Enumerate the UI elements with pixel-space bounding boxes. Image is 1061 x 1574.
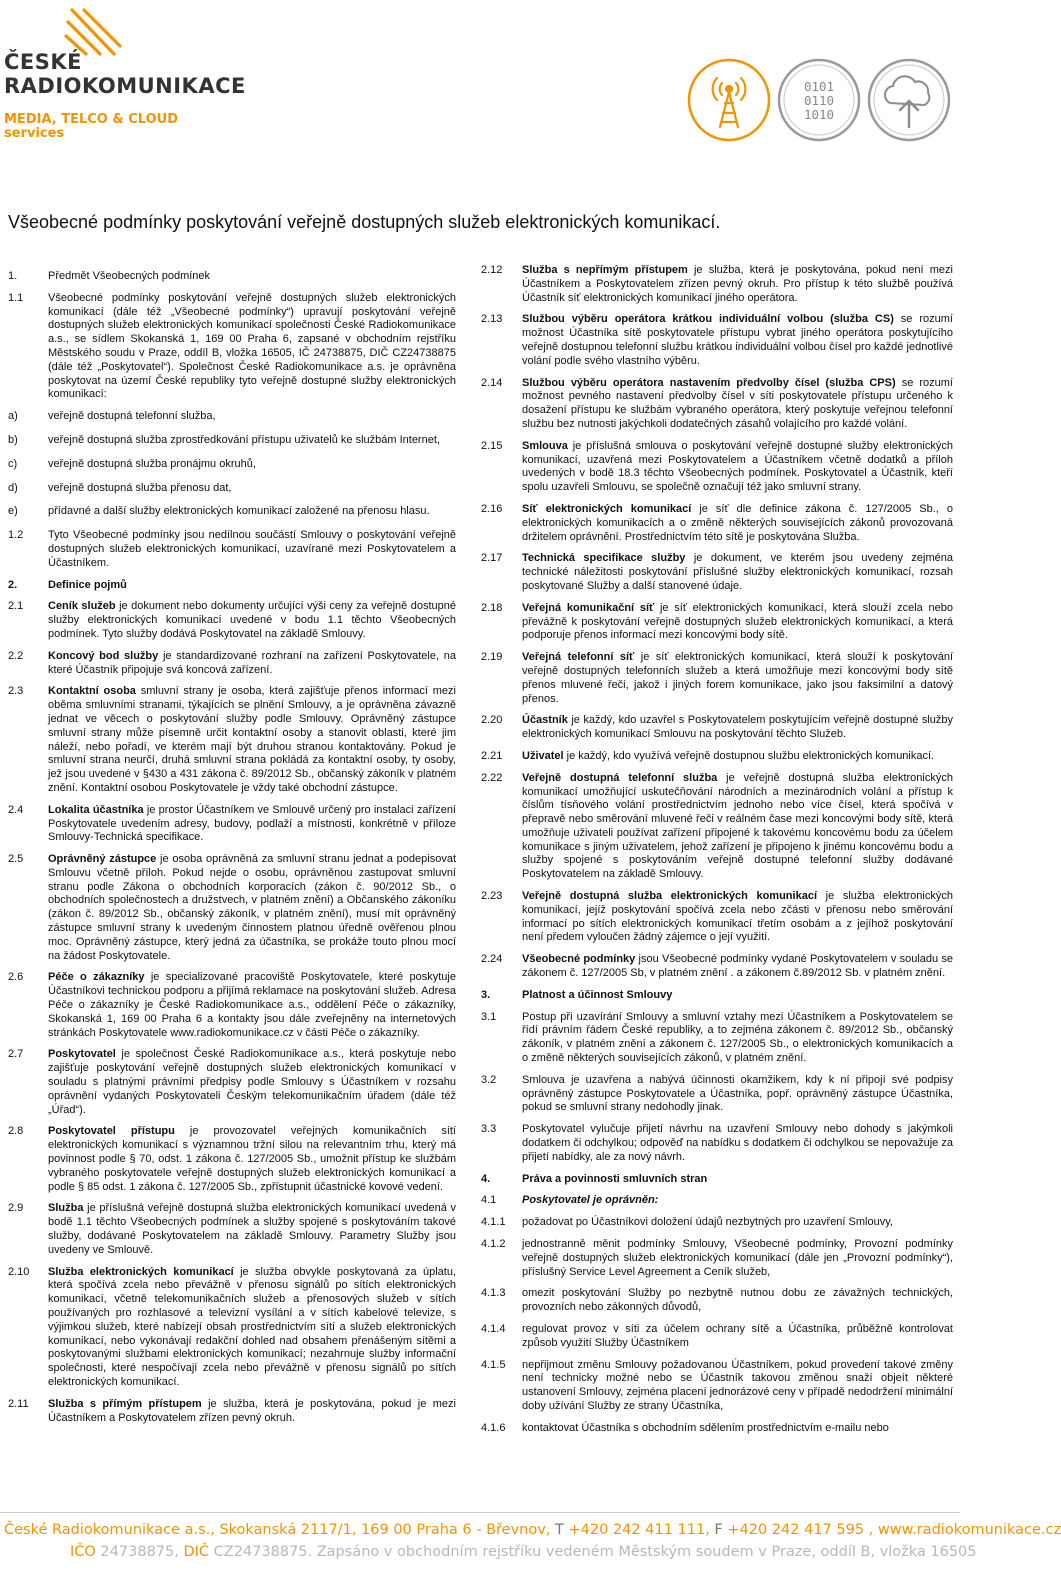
clause-3-1 [481, 1011, 953, 1066]
clause-3-3 [481, 1123, 953, 1164]
clause-number: 2.19 [481, 651, 503, 664]
clause-3-2 [481, 1074, 953, 1115]
section-number: 1. [8, 270, 18, 282]
clause-2-8 [8, 1125, 456, 1194]
list-marker: d) [8, 481, 18, 494]
section-number: 3. [481, 988, 491, 1001]
clause-text: je specializované pracoviště Poskytovatele, které poskytuje Účastníkovi technickou podporu a přijímá reklamace na poskytování služeb. Adresa Péče o zákazníky je České Radiokomunikace a.s., oddělení Péče o zákazníky, Skokanská 1, 169 00 Praha 6 a kontakty jsou dále zveřejněny na internetových stránkách Poskytovatele www.radiokomunikace.cz v části Péče o zákazníky. [48, 971, 456, 1039]
company-logo [4, 8, 246, 141]
clause-number: 4.1.4 [481, 1323, 506, 1335]
clause-number: 2.21 [481, 749, 503, 762]
footer-phone-label: T [555, 1522, 564, 1538]
footer-website-link[interactable]: www.radiokomunikace.cz [877, 1522, 1061, 1538]
clause-2-10 [8, 1266, 456, 1390]
defined-term: Uživatel [522, 749, 564, 762]
clause-number: 2.1 [8, 600, 24, 613]
list-text: veřejně dostupná služba přenosu dat, [48, 481, 232, 494]
defined-term: Poskytovatel přístupu [48, 1125, 175, 1138]
footer-fax-label: F [714, 1522, 723, 1538]
list-text: veřejně dostupná telefonní služba, [48, 410, 216, 423]
clause-number: 4.1.1 [481, 1216, 506, 1229]
clause-text: Poskytovatel vylučuje přijetí návrhu na uzavření Smlouvy nebo dohody s jakýmkoli dodatkem či odchylkou; odpověď na nabídku s dodatkem či odchylkou se nepovažuje za přijetí nabídky, ale za nový návrh. [522, 1123, 953, 1163]
clause-number: 4.1.5 [481, 1358, 506, 1371]
clause-number: 1.2 [8, 529, 24, 542]
clause-text: Postup při uzavírání Smlouvy a smluvní vztahy mezi Účastníkem a Poskytovatelem se řídí právním řádem České republiky, a to zejména zákonem č. 89/2012 Sb., občanský zákoník, v platném znění a zákonem č. 127/2005 Sb., o elektronických komunikacích a o změně některých souvisejících zákonů, v platném znění. [522, 1010, 953, 1065]
clause-2-9 [8, 1202, 456, 1257]
clause-1-1 [8, 292, 456, 402]
clause-number: 2.12 [481, 264, 503, 276]
clause-number: 3.3 [481, 1123, 497, 1136]
section-title: Definice pojmů [48, 578, 127, 591]
clause-4-1-2 [481, 1238, 953, 1279]
clause-number: 2.24 [481, 953, 503, 966]
clause-2-16 [481, 503, 953, 544]
clause-1-2 [8, 529, 456, 570]
defined-term: Oprávněný zástupce [48, 853, 157, 866]
defined-term: Službou výběru operátora nastavením předvolby čísel (služba CPS) [522, 376, 896, 389]
defined-term: Technická specifikace služby [522, 552, 686, 565]
clause-2-3 [8, 685, 456, 795]
clause-number: 4.1.6 [481, 1421, 506, 1434]
clause-2-21 [481, 750, 953, 764]
defined-term: Služba [48, 1202, 84, 1215]
clause-number: 3.1 [481, 1010, 497, 1023]
footer-phone: +420 242 411 111, [563, 1522, 715, 1538]
binary-line1: 0101 [803, 79, 835, 94]
clause-text: Smlouva je uzavřena a nabývá účinnosti okamžikem, kdy k ní připojí své podpisy oprávněný zástupce Poskytovatele a Účastníka, popř. oprávněný zástupce Účastníka, pokud se smluvní strany nedohodly jinak. [522, 1073, 953, 1114]
defined-term: Koncový bod služby [48, 649, 159, 662]
clause-number: 1.1 [8, 291, 24, 304]
clause-text: je veřejně dostupná služba elektronických komunikací umožňující uskutečňování národních a mezinárodních volání a přístup k číslům tísňového volání prostřednictvím jednoho nebo více čísel, která spočívá v přepravě nebo směrování mluvené řeči v reálném čase mezi koncovými body sítě, která umožňuje uživateli používat zařízení připojené k takovému koncovému bodu za účelem komunikace s jiným uživatelem, jehož zařízení je připojeno k jinému koncovému bodu a služby spojené s poskytováním veřejně dostupné telefonní služby dodávané Poskytovatelem na základě Smlouvy. [522, 771, 953, 881]
clause-2-6 [8, 971, 456, 1040]
logo-line2: RADIOKOMUNIKACE [4, 74, 246, 98]
clause-number: 3.2 [481, 1073, 497, 1086]
footer-dic-label: DIČ [183, 1544, 210, 1560]
footer-registry-line [70, 1546, 977, 1560]
clause-text: je služba elektronických komunikací, jejíž poskytování spočívá zcela nebo zčásti v přenosu nebo směrování informací po sítích elektronických komunikací třetím osobám a z jejíhož poskytování není předem vyloučen žádný zájemce o její využití. [522, 890, 953, 944]
clause-text: je společnost České Radiokomunikace a.s., která poskytuje nebo zajišťuje poskytování veřejně dostupných služeb elektronických komunikací v souladu s platnými právními předpisy podle Smlouvy s Účastníkem v rozsahu oprávnění vydaných Poskytovateli Českým telekomunikačním úřadem (dále též „Úřad“). [48, 1048, 456, 1116]
cloud-upload-icon [866, 57, 952, 143]
document-title: Všeobecné podmínky poskytování veřejně dostupných služeb elektronických komunikací. [8, 212, 721, 232]
clause-2-24 [481, 953, 953, 981]
defined-term: Službou výběru operátora krátkou individuální volbou (služba CS) [522, 313, 894, 326]
footer-fax: +420 242 417 595 , [722, 1522, 878, 1538]
clause-number: 2.4 [8, 803, 24, 816]
clause-2-4 [8, 804, 456, 845]
clause-number: 2.11 [8, 1397, 29, 1410]
defined-term: Veřejná telefonní síť [522, 651, 635, 664]
clause-number: 2.22 [481, 771, 503, 784]
footer-company: České Radiokomunikace a.s., Skokanská 2117/1, 169 00 Praha 6 - Břevnov, [4, 1522, 556, 1538]
clause-text: smluvní strany je osoba, která zajišťuje přenos informací mezi oběma smluvními stranami, týkajících se plnění Smlouvy, a je oprávněna závazně jednat ve věcech o poskytování služby podle Smlouvy. Oprávněný zástupce smluvní strany může písemně určit kontaktní osoby a stanovit oblasti, které jim náleží, nebo pořadí, ve kterém mají být druhou stranou kontaktovány. Pokud je smluvní strana neurčí, druhá smluvní strana pokládá za kontaktní osoby, ty osoby, jež jsou uvedené v §430 a 431 zákona č. 89/2012 Sb., občanský zákoník v platném znění. Kontaktní osobou Poskytovatele je vždy také obchodní zástupce. [48, 685, 456, 794]
clause-number: 2.10 [8, 1265, 30, 1278]
clause-2-17 [481, 552, 953, 593]
clause-text: je osoba oprávněná za smluvní stranu jednat a podepisovat Smlouvu včetně příloh. Pokud nejde o osobu, oprávněnou zastupovat smluvní stranu podle Zákona o obchodních korporacích (zákon č. 90/2012 Sb., o obchodních společnostech a družstvech, v platném znění) a Občanského zákoníku (zákon č. 89/2012 Sb., občanský zákoník, v platném znění), musí mít oprávněný zástupce smluvní strany k uvedeným činnostem platnou úředně ověřenou plnou moc. Oprávněný zástupce, který jedná za účastníka, se prokáže touto plnou mocí na žádost Poskytovatele. [48, 853, 456, 962]
footer-registry-text: CZ24738875. Zapsáno v obchodním rejstříku vedeném Městským soudem v Praze, oddíl B, vložka 16505 [209, 1544, 977, 1560]
clause-text: je síť elektronických komunikací, která slouží zcela nebo převážně k poskytování veřejně dostupných služeb elektronických komunikací, a která podporuje přenos informací mezi koncovými body sítě. [522, 601, 953, 642]
defined-term: Všeobecné podmínky [522, 953, 636, 966]
footer-ico: 24738875, [95, 1544, 184, 1560]
clause-text: je síť elektronických komunikací, která slouží k poskytování veřejně dostupných telefonních služeb a která umožňuje mezi koncovými body sítě přenos mluvené řeči, jakož i jiných forem komunikace, jako jsou faksimilní a datový přenos. [522, 651, 953, 705]
clause-text: je příslušná veřejně dostupná služba elektronických komunikací uvedená v bodě 1.1 těchto Všeobecných podmínek a služby spojené s poskytováním takové služby, dodávané Poskytovatelem na základě Smlouvy. Parametry Služby jsou uvedeny ve Smlouvě. [48, 1202, 456, 1256]
defined-term: Účastník [522, 714, 568, 727]
clause-text: je provozovatel veřejných komunikačních sítí elektronických komunikací s významnou tržní silou na relevantním trhu, který má povinnost podle § 70, odst. 1 zákona č. 127/2005 Sb., umožnit přístup ke službám vybraného poskytovatele veřejně dostupných služeb elektronických komunikací a podle § 85 odst. 1 zákona č. 127/2005 Sb., zpřístupnit účastnické kovové vedení. [48, 1125, 456, 1193]
clause-4-1-3 [481, 1287, 953, 1315]
clause-2-23 [481, 890, 953, 945]
list-item-c [8, 458, 456, 472]
clause-2-15 [481, 440, 953, 495]
clause-text: se rozumí možnost pevného nastavení předvolby čísel v síti poskytovatele přístupu určeného k dosažení přístupu ke službám vybraného operátora, který poskytuje veřejnou telefonní službu bez nutnosti jakýchkoli dodatečných zásahů volajícího pro každé volání. [522, 376, 953, 430]
clause-number: 2.23 [481, 890, 503, 903]
list-item-a [8, 410, 456, 424]
clause-2-22 [481, 772, 953, 882]
clause-text: je dokument nebo dokumenty určující výši ceny za veřejně dostupné služby elektronických komunikací uvedené v bodu 1.1 těchto Všeobecných podmínek. Tyto služby dodává Poskytovatel na základě Smlouvy. [48, 600, 456, 640]
list-item-b [8, 434, 456, 448]
footer-divider [0, 1512, 960, 1513]
clause-4-1-5 [481, 1359, 953, 1414]
clause-text: je síť dle definice zákona č. 127/2005 Sb., o elektronických komunikacích a o změně některých souvisejících zákonů provozovaná držitelem oprávnění. Prostřednictvím této sítě je poskytována Služba. [522, 502, 953, 543]
clause-text: je standardizované rozhraní na zařízení Poskytovatele, na které Účastník připojuje svá koncová zařízení. [48, 649, 456, 676]
clause-text: omezit poskytování Služby po nezbytně nutnou dobu ze závažných technických, provozních nebo zákonných důvodů, [522, 1287, 953, 1314]
clause-text: je služba, která je poskytována, pokud je mezi Účastníkem a Poskytovatelem zřízen pevný okruh. [48, 1397, 456, 1424]
defined-term: Veřejně dostupná telefonní služba [522, 771, 718, 784]
defined-term: Služba s nepřímým přístupem [522, 264, 688, 276]
clause-2-2 [8, 650, 456, 678]
binary-data-icon [776, 57, 862, 143]
clause-text: kontaktovat Účastníka s obchodním sdělením prostřednictvím e-mailu nebo [522, 1421, 889, 1434]
antenna-icon [686, 57, 772, 143]
clause-number: 2.17 [481, 552, 503, 565]
list-text: veřejně dostupná služba zprostředkování přístupu uživatelů ke službám Internet, [48, 433, 440, 446]
clause-text: je služba, která je poskytována, pokud není mezi Účastníkem a Poskytovatelem zřízen pevný okruh. Pro přístup k této službě používá Účastník síť elektronických komunikací jiného operátora. [522, 264, 953, 304]
clause-number: 2.7 [8, 1048, 24, 1061]
defined-term: Síť elektronických komunikací [522, 502, 692, 515]
left-column [8, 264, 456, 1433]
footer-address-line [4, 1524, 1061, 1538]
clause-number: 2.9 [8, 1202, 24, 1215]
list-marker: a) [8, 410, 18, 423]
clause-text: Všeobecné podmínky poskytování veřejně dostupných služeb elektronických komunikací (dále též „Všeobecné podmínky“) upravují poskytování veřejně dostupných služeb elektronických komunikací společnosti České Radiokomunikace a.s., se sídlem Skokanská 1, 169 00 Praha 6, zapsané v obchodním rejstříku Městského soudu v Praze, oddíl B, vložka 16505, IČ 24738875, DIČ CZ24738875 (dále též „Poskytovatel“). Společnost České Radiokomunikace a.s. je oprávněna poskytovat na území České republiky tyto veřejně dostupné služby elektronických komunikací: [48, 291, 456, 401]
clause-number: 4.1.3 [481, 1287, 506, 1300]
section-title: Práva a povinnosti smluvních stran [522, 1172, 708, 1185]
clause-number: 2.20 [481, 714, 503, 727]
defined-term: Služba elektronických komunikací [48, 1265, 234, 1278]
clause-text: je každý, kdo využívá veřejně dostupnou službu elektronických komunikací. [563, 749, 935, 762]
defined-term: Kontaktní osoba [48, 685, 136, 698]
clause-4-1-1 [481, 1216, 953, 1230]
clause-number: 2.2 [8, 649, 24, 662]
clause-2-20 [481, 714, 953, 742]
binary-line2: 0110 [803, 93, 835, 108]
clause-2-12 [481, 264, 953, 305]
clause-text: je prostor Účastníkem ve Smlouvě určený pro instalaci zařízení Poskytovatele uvedením adresy, budovy, podlaží a místnosti, konkrétně v příloze Smlouvy-Technická specifikace. [48, 803, 456, 844]
clause-2-19 [481, 651, 953, 706]
clause-number: 2.15 [481, 439, 503, 452]
clause-number: 2.18 [481, 601, 503, 614]
clause-number: 2.6 [8, 971, 24, 984]
clause-number: 2.5 [8, 853, 24, 866]
clause-text: je dokument, ve kterém jsou uvedeny zejména technické náležitosti poskytování příslušné služby elektronických komunikací, rozsah poskytované Služby a další stanovené údaje. [522, 552, 953, 592]
defined-term: Smlouva [522, 439, 568, 452]
section-title: Poskytovatel je oprávněn: [522, 1194, 659, 1207]
defined-term: Veřejně dostupná služba elektronických komunikací [522, 890, 817, 903]
clause-text: je služba obvykle poskytovaná za úplatu, která spočívá zcela nebo převážně v přenosu signálů po sítích elektronických komunikací, včetně telekomunikačních služeb a přenosových služeb v sítích používaných pro rozhlasové a televizní vysílání a v sítích kabelové televize, s výjimkou služeb, které nabízejí obsah prostřednictvím sítí a služeb elektronických komunikací, nebo vykonávají redakční dohled nad obsahem přenášeným sítěmi a poskytovanými službami elektronických komunikací; nezahrnuje služby informační společnosti, které nespočívají zcela nebo převážně v přenosu signálů po sítích elektronických komunikací. [48, 1265, 457, 1388]
list-text: veřejně dostupná služba pronájmu okruhů, [48, 457, 256, 470]
defined-term: Ceník služeb [48, 600, 116, 613]
list-marker: e) [8, 505, 18, 518]
clause-2-18 [481, 602, 953, 643]
section-1-heading [8, 270, 456, 284]
clause-2-7 [8, 1048, 456, 1117]
clause-number: 4.1.2 [481, 1238, 506, 1251]
right-column [481, 264, 953, 1444]
defined-term: Péče o zákazníky [48, 971, 145, 984]
clause-2-13 [481, 313, 953, 368]
section-4-heading [481, 1173, 953, 1187]
clause-number: 2.13 [481, 313, 503, 326]
clause-text: je příslušná smlouva o poskytování veřejně dostupné služby elektronických komunikací, uzavřená mezi Poskytovatelem a Účastníkem včetně dodatků a příloh uvedených v bodě 18.3 těchto Všeobecných podmínek. Poskytovatel a Účastník, kteří spolu uzavřeli Smlouvu, se společně označují též jako smluvní strany. [522, 439, 953, 494]
list-item-e [8, 505, 456, 519]
clause-text: jednostranně měnit podmínky Smlouvy, Všeobecné podmínky, Provozní podmínky veřejně dostupných služeb elektronických komunikací (dále jen „Provozní podmínky“), příslušný Service Level Agreement a Ceník služeb, [522, 1238, 953, 1278]
clause-text: jsou Všeobecné podmínky vydané Poskytovatelem v souladu se zákonem č. 127/2005 Sb, v platném znění . a zákonem č.89/2012 Sb. v platném znění. [522, 953, 953, 980]
clause-number: 2.14 [481, 376, 503, 389]
service-icons [686, 57, 952, 143]
clause-text: se rozumí možnost Účastníka sítě poskytovatele přístupu vybrat jiného operátora poskytujícího veřejně dostupnou telefonní službu krátkou individuální volbou čísel pro každé jednotlivé volání podle svého vlastního výběru. [522, 313, 953, 367]
clause-number: 2.3 [8, 685, 24, 698]
clause-text: Tyto Všeobecné podmínky jsou nedílnou součástí Smlouvy o poskytování veřejně dostupných služeb elektronických komunikací, uzavírané mezi Poskytovatelem a Účastníkem. [48, 529, 456, 569]
clause-2-11 [8, 1398, 456, 1426]
clause-4-1-6 [481, 1422, 953, 1436]
section-4-1-heading [481, 1194, 953, 1208]
section-3-heading [481, 989, 953, 1003]
defined-term: Veřejná komunikační síť [522, 601, 655, 614]
list-text: přídavné a další služby elektronických komunikací založené na přenosu hlasu. [48, 505, 430, 518]
section-2-heading [8, 579, 456, 593]
clause-2-5 [8, 853, 456, 963]
clause-number: 2.8 [8, 1125, 24, 1138]
section-title: Platnost a účinnost Smlouvy [522, 988, 673, 1001]
logo-line1: ČESKÉ [4, 50, 82, 74]
defined-term: Lokalita účastníka [48, 803, 144, 816]
list-marker: c) [8, 457, 18, 470]
section-title: Předmět Všeobecných podmínek [48, 270, 211, 282]
clause-text: je každý, kdo uzavřel s Poskytovatelem poskytujícím veřejně dostupné služby elektronických komunikací Smlouvu na poskytování těchto Služeb. [522, 714, 953, 741]
defined-term: Poskytovatel [48, 1048, 116, 1061]
defined-term: Služba s přímým přístupem [48, 1397, 202, 1410]
clause-text: požadovat po Účastníkovi doložení údajů nezbytných pro uzavření Smlouvy, [522, 1216, 893, 1229]
clause-text: regulovat provoz v síti za účelem ochrany sítě a Účastníka, průběžně kontrolovat způsob využití Služby Účastníkem [522, 1323, 953, 1349]
clause-text: nepřijmout změnu Smlouvy požadovanou Účastníkem, pokud provedení takové změny není technicky možné nebo se Účastník takovou změnou snaží objeít některé ustanovení Smlouvy, zejména placení jednorázové ceny v případě nedodržení minimální doby užívání Služby ze strany Účastníka, [522, 1358, 953, 1412]
section-number: 4.1 [481, 1194, 497, 1207]
logo-tagline: MEDIA, TELCO & CLOUD services [4, 112, 178, 141]
clause-2-1 [8, 600, 456, 641]
footer-ico-label: IČO [70, 1544, 96, 1560]
clause-4-1-4 [481, 1323, 953, 1351]
list-marker: b) [8, 433, 18, 446]
section-number: 2. [8, 578, 18, 591]
binary-line3: 1010 [803, 107, 835, 122]
clause-2-14 [481, 377, 953, 432]
list-item-d [8, 482, 456, 496]
clause-number: 2.16 [481, 502, 503, 515]
section-number: 4. [481, 1172, 491, 1185]
